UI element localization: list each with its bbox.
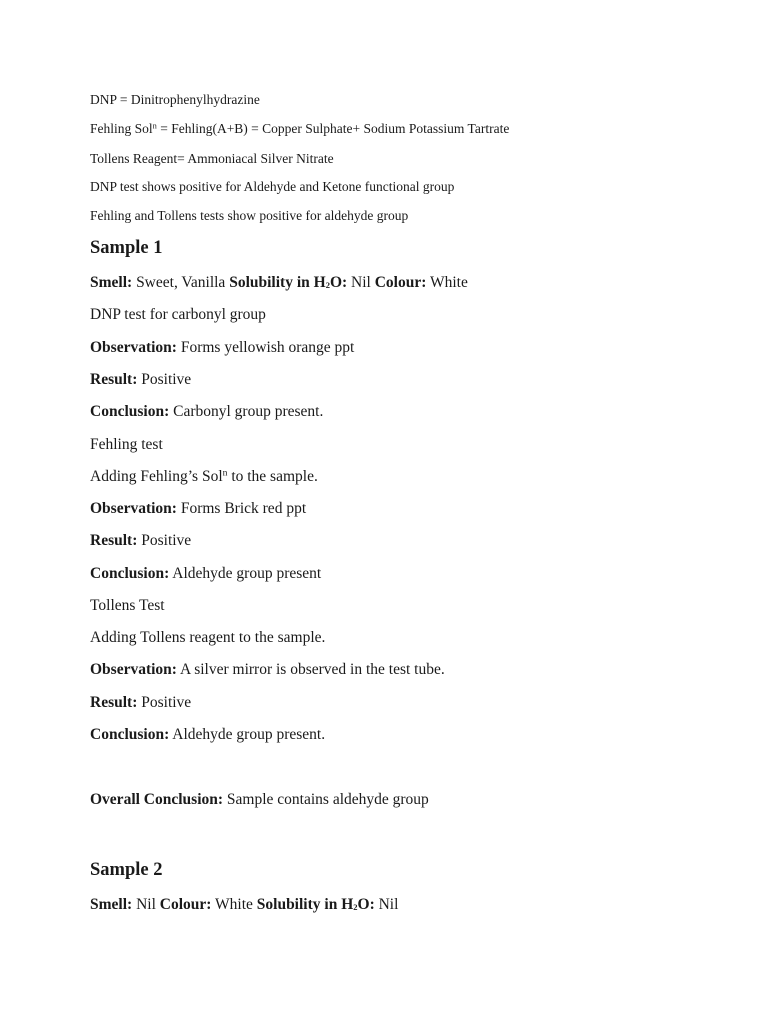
dnp-test-title: DNP test for carbonyl group bbox=[90, 306, 266, 323]
fehling-procedure: Adding Fehling’s Sol$^n$ to the sample. bbox=[90, 467, 318, 485]
definition-tollens: Tollens Reagent= Ammoniacal Silver Nitrate bbox=[90, 151, 334, 166]
tollens-procedure: Adding Tollens reagent to the sample. bbox=[90, 629, 326, 646]
tollens-observation: Observation: A silver mirror is observed in the test tube. bbox=[90, 661, 445, 678]
definition-fehling: Fehling Sol$^n$ = Fehling(A+B) = Copper Sulphate+ Sodium Potassium Tartrate bbox=[90, 121, 510, 136]
dnp-result: Result: Positive bbox=[90, 371, 192, 388]
definition-dnp-positive: DNP test shows positive for Aldehyde and Ketone functional group bbox=[90, 179, 455, 194]
sample-1-properties: Smell: Sweet, Vanilla Solubility in $H_2O$: Nil Colour: White bbox=[90, 274, 468, 291]
dnp-conclusion: Conclusion: Carbonyl group present. bbox=[90, 403, 324, 420]
fehling-conclusion: Conclusion: Aldehyde group present bbox=[90, 565, 322, 582]
tollens-test-title: Tollens Test bbox=[90, 597, 165, 614]
sample-1-heading: Sample 1 bbox=[90, 238, 163, 258]
dnp-observation: Observation: Forms yellowish orange ppt bbox=[90, 339, 355, 356]
fehling-observation: Observation: Forms Brick red ppt bbox=[90, 500, 307, 517]
fehling-result: Result: Positive bbox=[90, 532, 192, 549]
sample-2-heading: Sample 2 bbox=[90, 860, 163, 880]
tollens-result: Result: Positive bbox=[90, 694, 192, 711]
sample-2-properties: Smell: Nil Colour: White Solubility in $H_2O$: Nil bbox=[90, 896, 399, 913]
definition-dnp: DNP = Dinitrophenylhydrazine bbox=[90, 92, 260, 107]
tollens-conclusion: Conclusion: Aldehyde group present. bbox=[90, 726, 326, 743]
definition-fehling-tollens-positive: Fehling and Tollens tests show positive for aldehyde group bbox=[90, 208, 409, 223]
sample-1-overall-conclusion: Overall Conclusion: Sample contains aldehyde group bbox=[90, 791, 429, 808]
fehling-test-title: Fehling test bbox=[90, 436, 163, 453]
